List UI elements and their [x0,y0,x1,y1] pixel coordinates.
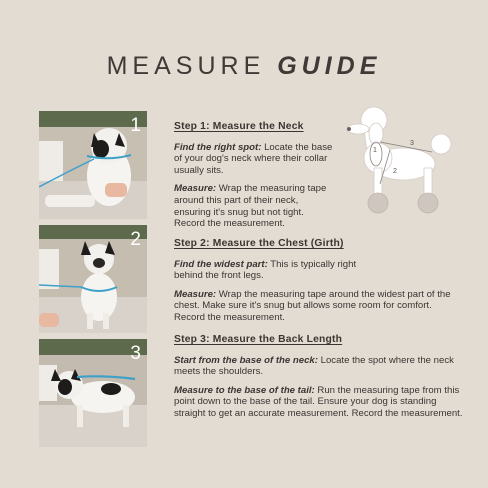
step-3 [174,334,464,427]
step-1-paragraph-1: Find the right spot: Locate the base of your dog's neck where their collar usually sits. [174,141,333,176]
photo-number-3: 3 [130,343,141,364]
title-guide: GUIDE [277,52,382,80]
step-2 [174,238,464,331]
title-measure: MEASURE [106,52,266,80]
photo-number-1: 1 [130,115,141,136]
step-1-paragraph-2: Measure: Wrap the measuring tape around this part of their neck, ensuring it's snug but not tight. Record the measurement. [174,183,327,230]
poodle-nose-icon [347,127,351,131]
photo-step-2 [39,225,147,333]
diagram-label-2: 2 [393,168,397,175]
step-3-paragraph-1: Start from the base of the neck: Locate the spot where the neck meets the shoulders. [174,354,454,378]
step-2-heading: Step 2: Measure the Chest (Girth) [174,238,344,249]
photo-step-3 [39,339,147,447]
diagram-label-1: 1 [373,147,377,154]
photo-number-2: 2 [130,229,141,250]
step-3-heading: Step 3: Measure the Back Length [174,334,343,345]
page-title [0,52,488,81]
diagram-label-3: 3 [410,140,414,147]
photo-step-1 [39,111,147,219]
step-3-paragraph-2: Measure to the base of the tail: Run the measuring tape from this point down to the base of the tail. Ensure your dog is standing straight to get an accurate measurement. Record the measurement. [174,384,463,419]
poodle-measurement-diagram [340,98,460,223]
step-1-heading: Step 1: Measure the Neck [174,121,304,132]
step-1 [174,121,334,237]
step-2-paragraph-2: Measure: Wrap the measuring tape around the widest part of the chest. Make sure it's snug but allows some room for comfort. Record the measurement. [174,288,451,323]
step-2-paragraph-1: Find the widest part: This is typically right behind the front legs. [174,258,357,282]
